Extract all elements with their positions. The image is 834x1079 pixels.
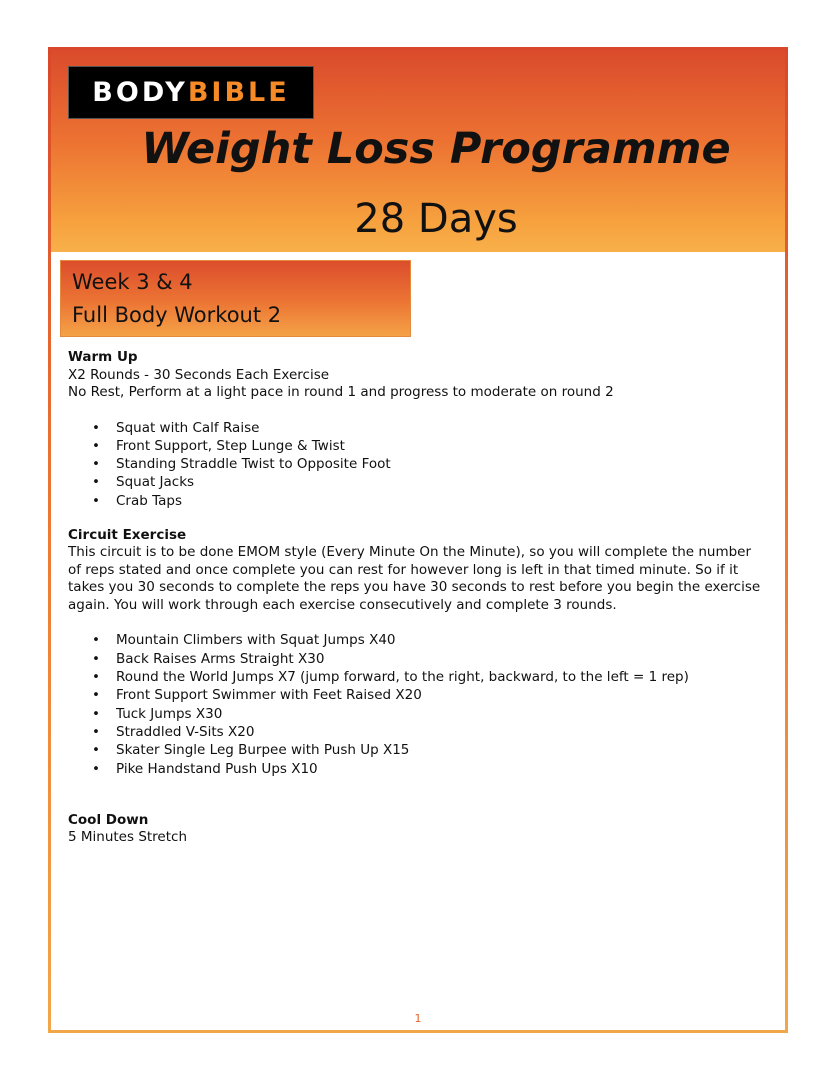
list-item: • Front Support Swimmer with Feet Raised X20 [68,686,768,704]
list-item: • Pike Handstand Push Ups X10 [68,760,768,778]
circuit-description-line: takes you 30 seconds to complete the reps you have 30 seconds to rest before you begin the exercise [68,579,761,596]
cool-down-heading: Cool Down [68,811,149,828]
warm-up-list [68,419,768,510]
cool-down-instructions: 5 Minutes Stretch [68,829,188,846]
list-item: • Front Support, Step Lunge & Twist [68,437,768,455]
list-item: • Squat Jacks [68,473,768,491]
list-item: • Mountain Climbers with Squat Jumps X40 [68,631,768,649]
list-item: • Squat with Calf Raise [68,419,768,437]
circuit-list [68,631,768,777]
week-label: Week 3 & 4 [72,270,193,294]
list-item: • Crab Taps [68,492,768,510]
list-item: • Straddled V-Sits X20 [68,723,768,741]
logo-text-bible: BIBLE [187,77,290,108]
warm-up-rounds: X2 Rounds - 30 Seconds Each Exercise [68,366,330,383]
workout-content [68,349,768,847]
circuit-description-line: of reps stated and once complete you can rest for however long is left in that timed minute. So if it [68,561,739,578]
list-item: • Tuck Jumps X30 [68,705,768,723]
header-banner [51,50,785,252]
workout-label: Full Body Workout 2 [72,303,282,327]
list-item: • Skater Single Leg Burpee with Push Up X15 [68,741,768,759]
circuit-description-line: again. You will work through each exercise consecutively and complete 3 rounds. [68,596,617,613]
week-heading-box [60,260,411,337]
circuit-description-line: This circuit is to be done EMOM style (Every Minute On the Minute), so you will complete the number [68,544,752,561]
warm-up-heading: Warm Up [68,349,138,365]
page-number: 1 [414,1012,422,1025]
page-title: Weight Loss Programme [141,124,731,174]
list-item: • Standing Straddle Twist to Opposite Foot [68,455,768,473]
page-frame [48,47,788,1033]
warm-up-instructions: No Rest, Perform at a light pace in round 1 and progress to moderate on round 2 [68,384,614,400]
page-subtitle: 28 Days [354,196,518,242]
circuit-heading: Circuit Exercise [68,526,187,543]
list-item: • Round the World Jumps X7 (jump forward, to the right, backward, to the left = 1 rep) [68,668,768,686]
logo-text-body: BODY [92,77,188,108]
list-item: • Back Raises Arms Straight X30 [68,650,768,668]
bodybible-logo [68,66,314,119]
